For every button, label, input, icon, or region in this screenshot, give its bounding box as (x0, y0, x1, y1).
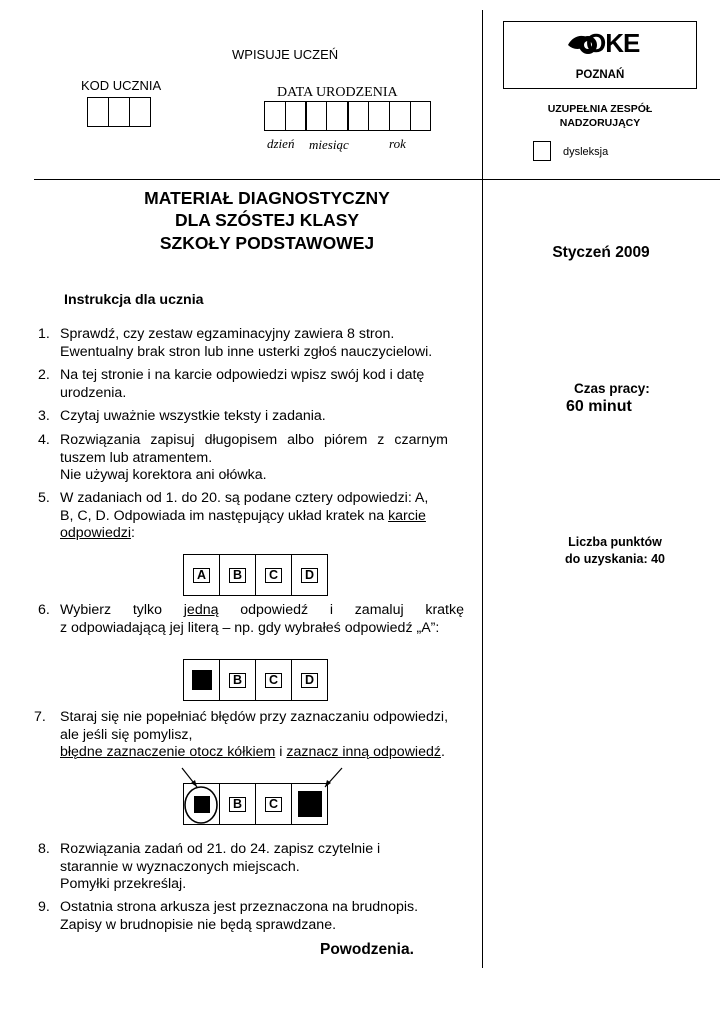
instruction-item-6: 6. Wybierz tylko jedną odpowiedź i zamaluj kratkę z odpowiadającą jej literą – np. gdy wybrałeś odpowiedź „A”: (38, 602, 464, 636)
month-label: miesiąc (309, 137, 349, 152)
instruction-item-4: 4. Rozwiązania zapisuj długopisem albo piórem z czarnym tuszem lub atramentem. Nie używaj korektora ani ołówka. (38, 432, 448, 483)
title-line3: SZKOŁY PODSTAWOWEJ (159, 233, 375, 253)
instruction-item-9: 9. Ostatnia strona arkusza jest przeznaczona na brudnopis. Zapisy w brudnopisie nie będą sprawdzane. (38, 899, 419, 933)
time-value: 60 minut (566, 398, 632, 415)
instruction-item-2: 2. Na tej stronie i na karcie odpowiedzi wpisz swój kod i datę urodzenia. (38, 367, 425, 401)
dyslexia-label: dysleksja (563, 146, 609, 158)
filled-box-d (298, 791, 322, 817)
birth-date-field[interactable] (264, 101, 431, 131)
year-label: rok (389, 136, 406, 151)
title-line2: DLA SZÓSTEJ KLASY (174, 210, 360, 230)
points-line1: Liczba punktów (568, 535, 662, 549)
points-line2: do uzyskania: 40 (564, 552, 666, 566)
student-code-field[interactable] (87, 97, 151, 127)
time-label: Czas pracy: (574, 381, 650, 396)
day-label: dzień (267, 136, 295, 151)
student-code-label: KOD UCZNIA (81, 78, 162, 93)
answer-sheet-link: karcie odpowiedzi (60, 507, 426, 541)
oke-logo (566, 28, 640, 58)
birth-date-label: DATA URODZENIA (277, 85, 398, 100)
header-divider-horizontal (34, 179, 720, 180)
letter-d: D (301, 568, 318, 583)
answer-boxes-example-3: B C (183, 783, 328, 825)
filled-box-a (192, 670, 212, 690)
top-divider-vertical (482, 10, 483, 968)
student-fills-label: WPISUJE UCZEŃ (232, 47, 339, 62)
instruction-item-1: 1. Sprawdź, czy zestaw egzaminacyjny zawiera 8 stron. Ewentualny brak stron lub inne usterki zgłoś nauczycielowi. (38, 326, 433, 360)
logo-box (503, 21, 697, 89)
letter-b: B (229, 568, 246, 583)
instruction-item-7: 7. Staraj się nie popełniać błędów przy zaznaczaniu odpowiedzi, ale jeśli się pomylisz, błędne zaznaczenie otocz kółkiem i zaznacz inną odpowiedź. (34, 709, 449, 760)
instructions-heading: Instrukcja dla ucznia (64, 292, 204, 308)
oke-logo-text: OKE (586, 28, 640, 58)
logo-city: POZNAŃ (575, 69, 625, 81)
letter-c: C (265, 568, 282, 583)
exam-date: Styczeń 2009 (552, 244, 650, 261)
letter-a: A (193, 568, 210, 583)
instruction-item-8: 8. Rozwiązania zadań od 21. do 24. zapisz czytelnie i starannie w wyznaczonych miejscach. Pomyłki przekreślaj. (38, 841, 381, 892)
dyslexia-checkbox[interactable] (533, 141, 551, 161)
answer-boxes-example-2: B C D (183, 659, 328, 701)
answer-boxes-example-1 (183, 554, 328, 596)
supervisors-line1: UZUPEŁNIA ZESPÓŁ (547, 103, 653, 115)
circle-mark-icon (182, 784, 222, 826)
closing-text: Powodzenia. (320, 941, 414, 958)
instruction-item-3: 3. Czytaj uważnie wszystkie teksty i zadania. (38, 408, 326, 424)
instruction-item-5: 5. W zadaniach od 1. do 20. są podane cztery odpowiedzi: A, B, C, D. Odpowiada im następujący układ kratek na karcie odpowiedzi: (38, 490, 429, 541)
supervisors-line2: NADZORUJĄCY (559, 117, 641, 129)
title-line1: MATERIAŁ DIAGNOSTYCZNY (144, 188, 390, 208)
